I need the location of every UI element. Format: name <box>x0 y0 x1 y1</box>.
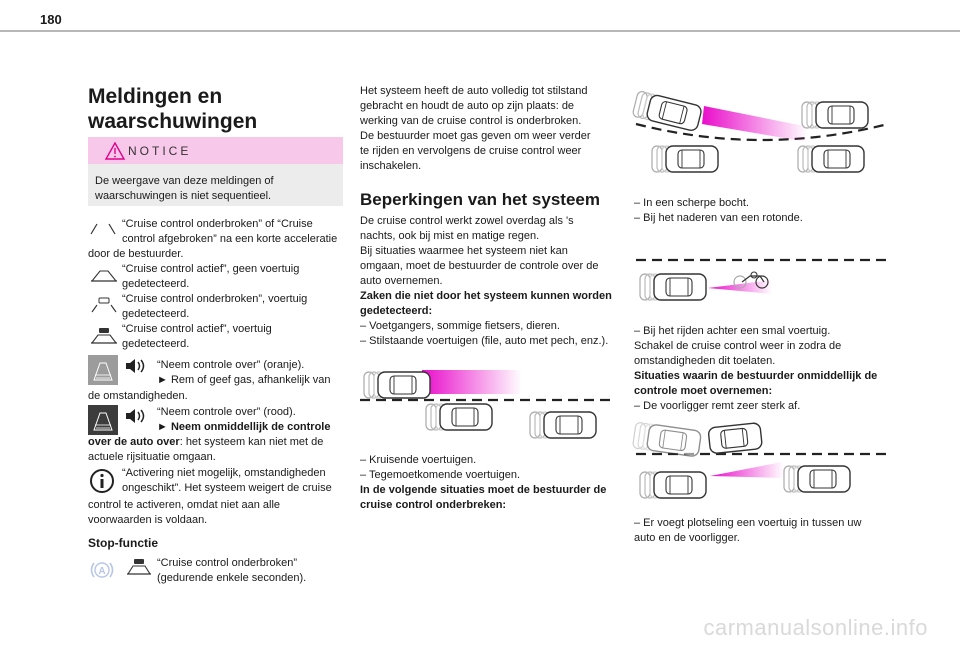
list-item: – Bij het naderen van een rotonde. <box>634 212 803 224</box>
text: : het systeem kan niet met de <box>179 436 324 448</box>
text-line: “Neem controle over” (rood). <box>157 406 296 418</box>
speaker-alert-icon <box>124 357 148 375</box>
list-item: – Tegemoetkomende voertuigen. <box>360 469 521 481</box>
text-line: “Cruise control onderbroken” of “Cruise <box>122 218 313 230</box>
paragraph-limitations <box>360 214 618 349</box>
text-line: gedetecteerd: <box>360 305 433 317</box>
section-title-line-1: Meldingen en <box>88 85 223 108</box>
cruise-active-vehicle-icon <box>124 558 154 578</box>
stop-function-text <box>157 556 347 586</box>
text-line: Het systeem heeft de auto volledig tot stilstand <box>360 85 588 97</box>
svg-text:A: A <box>98 566 106 577</box>
list-item-cruise-active <box>88 262 343 292</box>
notice-header <box>88 137 343 164</box>
text-line: gedetecteerd. <box>122 338 190 350</box>
illustration-crossing-vehicles <box>358 362 616 444</box>
section-title-line-2: waarschuwingen <box>88 110 258 133</box>
notice-text: De weergave van deze meldingen of waarschuwingen is niet sequentieel. <box>95 175 274 202</box>
text-line: werking van de cruise control is onderbroken. <box>360 115 582 127</box>
text-line: Schakel de cruise control weer in zodra de <box>634 340 842 352</box>
text-line: voorwaarden is voldaan. <box>88 514 208 526</box>
text-line: control te activeren, omdat niet aan alle <box>88 499 281 511</box>
section-title <box>88 84 348 134</box>
text-line: de omstandigheden. <box>88 390 188 402</box>
text-line: ongeschikt”. Het systeem weigert de cruise <box>122 482 332 494</box>
text-line: (gedurende enkele seconden). <box>157 572 307 584</box>
text-line: “Cruise control actief”, voertuig <box>122 323 272 335</box>
list-item: – Stilstaande voertuigen (file, auto met pech, enz.). <box>360 335 609 347</box>
text-line: gedetecteerd. <box>122 308 190 320</box>
list-item-activation-impossible <box>88 466 343 496</box>
list-item-cruise-interrupted <box>88 217 343 247</box>
list-item: – In een scherpe bocht. <box>634 197 749 209</box>
text-line: omstandigheden dit toelaten. <box>634 355 776 367</box>
paragraph-cut-in <box>634 516 896 546</box>
text-line: “Neem controle over” (oranje). <box>157 359 305 371</box>
list-item-cruise-active-vehicle <box>88 322 343 352</box>
text-line: omgaan, moet de bestuurder de controle over de <box>360 260 599 272</box>
page-number: 180 <box>40 12 62 27</box>
text-line: door de bestuurder. <box>88 248 184 260</box>
text-line: “Cruise control actief”, geen voertuig <box>122 263 300 275</box>
text-line: De cruise control werkt zowel overdag als 's <box>360 215 574 227</box>
text-line: cruise control onderbreken: <box>360 499 507 511</box>
text-line: gebracht en houdt de auto op zijn plaats: de <box>360 100 575 112</box>
text-line: control afgebroken” na een korte acceleratie <box>122 233 338 245</box>
text-line: Zaken die niet door het systeem kunnen worden <box>360 290 612 302</box>
text-line: inschakelen. <box>360 160 422 172</box>
text-line: “Cruise control onderbroken” <box>157 557 298 569</box>
list-item-cruise-interrupted-vehicle <box>88 292 343 322</box>
illustration-sharp-bend <box>632 84 894 186</box>
text-line <box>88 435 343 450</box>
text-line: Situaties waarin de bestuurder onmiddellijk de <box>634 370 878 382</box>
text-line: te rijden en vervolgens de cruise control weer <box>360 145 582 157</box>
illustration-cut-in <box>632 418 894 506</box>
watermark-text: carmanualsonline.info <box>703 615 928 640</box>
list-item: – De voorligger remt zeer sterk af. <box>634 400 801 412</box>
illustration-narrow-vehicle <box>632 254 894 312</box>
text-line: ► Rem of geef gas, afhankelijk van <box>157 374 331 386</box>
warning-triangle-icon <box>104 141 126 161</box>
bold-text: over de auto over <box>88 436 180 448</box>
notice-title: NOTICE <box>128 144 192 158</box>
stop-function-heading: Stop-functie <box>88 536 158 550</box>
take-control-red-icon <box>88 405 118 435</box>
text-line: nachts, ook bij mist en matige regen. <box>360 230 540 242</box>
notice-box <box>88 137 343 206</box>
text-line: actuele rijsituatie omgaan. <box>88 451 216 463</box>
text-line: “Activering niet mogelijk, omstandigheden <box>122 467 326 479</box>
text-line: ► Neem onmiddellijk de controle <box>157 421 331 433</box>
list-item: – Kruisende voertuigen. <box>360 454 477 466</box>
speaker-alert-icon <box>124 407 148 425</box>
list-item: – Bij het rijden achter een smal voertuig. <box>634 325 831 337</box>
list-item: – Voetgangers, sommige fietsers, dieren. <box>360 320 560 332</box>
auto-hold-icon <box>88 560 116 580</box>
paragraph-crossing <box>360 453 618 513</box>
text-line: gedetecteerd. <box>122 278 190 290</box>
paragraph-bend <box>634 196 896 226</box>
text-line: controle moet overnemen: <box>634 385 773 397</box>
text-line: auto en de voorligger. <box>634 532 740 544</box>
text-line: “Cruise control onderbroken”, voertuig <box>122 293 308 305</box>
list-item: – Er voegt plotseling een voertuig in tussen uw <box>634 517 862 529</box>
text-line: In de volgende situaties moet de bestuurder de <box>360 484 607 496</box>
take-control-orange-icon <box>88 355 118 385</box>
text-line: auto overnemen. <box>360 275 443 287</box>
paragraph-standstill <box>360 84 618 174</box>
text-line: Bij situaties waarmee het systeem niet kan <box>360 245 568 257</box>
text-line: De bestuurder moet gas geven om weer verder <box>360 130 591 142</box>
limitations-heading: Beperkingen van het systeem <box>360 190 600 209</box>
header-divider <box>0 30 960 32</box>
paragraph-narrow-vehicle <box>634 324 896 414</box>
